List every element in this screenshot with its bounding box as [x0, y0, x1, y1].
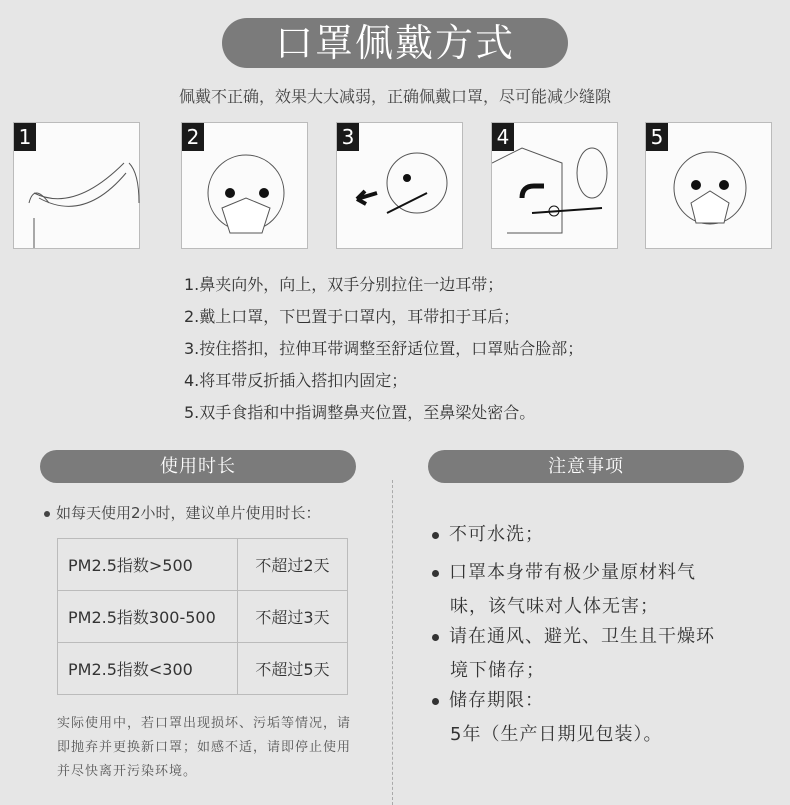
step-4-text: 4.将耳带反折插入搭扣内固定；: [184, 371, 408, 390]
precautions-header: 注意事项: [428, 450, 744, 483]
bullet-icon: [432, 570, 439, 577]
table-row: PM2.5指数>500 不超过2天: [58, 539, 348, 591]
bullet-icon: [432, 698, 439, 705]
precaution-item: 储存期限： 5年（生产日期见包装）。: [432, 684, 762, 752]
subtitle: 佩戴不正确，效果大大减弱，正确佩戴口罩，尽可能减少缝隙: [178, 87, 611, 106]
precaution-item: 口罩本身带有极少量原材料气 味，该气味对人体无害；: [432, 556, 762, 624]
step-1-text: 1.鼻夹向外，向上，双手分别拉住一边耳带；: [184, 275, 504, 294]
step-illustration-2: 2: [181, 122, 308, 249]
precaution-item: 请在通风、避光、卫生且干燥环 境下储存；: [432, 620, 762, 688]
step-2-text: 2.戴上口罩，下巴置于口罩内，耳带扣于耳后；: [184, 307, 520, 326]
usage-note: 实际使用中，若口罩出现损坏、污垢等情况，请即抛弃并更换新口罩；如感不适，请即停止使用并尽快离开污染环境。: [57, 716, 352, 779]
table-row: PM2.5指数<300 不超过5天: [58, 643, 348, 695]
section-divider: [392, 480, 393, 805]
usage-intro: 如每天使用2小时，建议单片使用时长：: [44, 502, 321, 523]
usage-duration-header: 使用时长: [40, 450, 356, 483]
bullet-icon: [432, 532, 439, 539]
bullet-icon: [432, 634, 439, 641]
step-5-text: 5.双手食指和中指调整鼻夹位置，至鼻梁处密合。: [184, 403, 536, 422]
step-illustration-5: 5: [645, 122, 772, 249]
step-illustration-3: 3: [336, 122, 463, 249]
usage-table: [57, 538, 348, 695]
step-3-text: 3.按住搭扣，拉伸耳带调整至舒适位置，口罩贴合脸部；: [184, 339, 584, 358]
step-illustration-1: 1: [13, 122, 140, 249]
step-illustration-4: 4: [491, 122, 618, 249]
table-row: PM2.5指数300-500 不超过3天: [58, 591, 348, 643]
page-title: 口罩佩戴方式: [222, 18, 568, 68]
precaution-item: 不可水洗；: [432, 518, 762, 552]
bullet-icon: [44, 511, 50, 517]
